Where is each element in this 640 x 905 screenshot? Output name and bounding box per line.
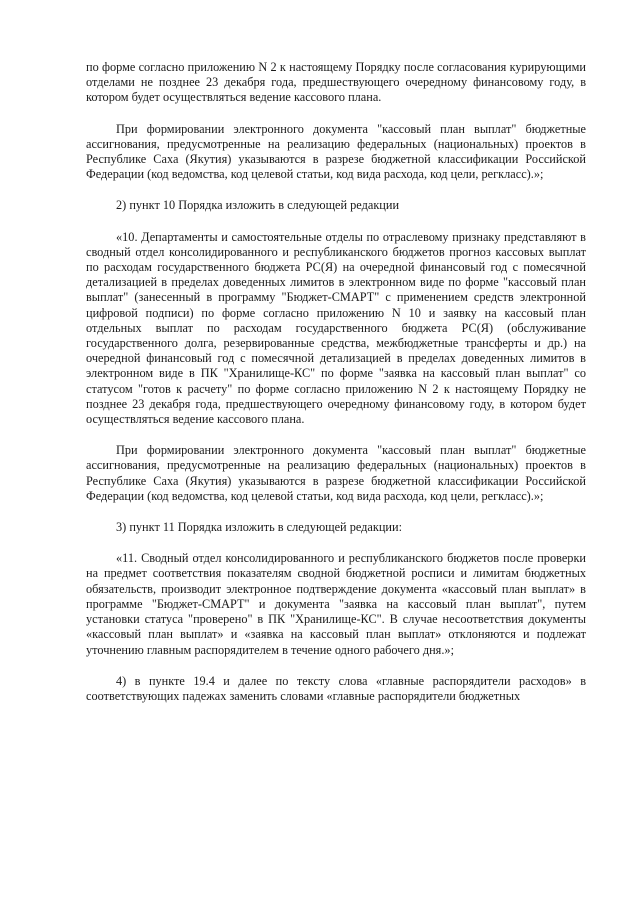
paragraph-federal-projects-note: При формировании электронного документа "кассовый план выплат" бюджетные ассигнования, предусмотренные на реализацию федеральных (национальных) проектов в Республике Саха (Якутия) указываются в разрезе бюджетной классификации Российской Федерации (код ведомства, код целевой статьи, код вида расхода, код цели, регкласс).»;	[86, 121, 586, 182]
paragraph-item-3-heading: 3) пункт 11 Порядка изложить в следующей редакции:	[116, 520, 402, 535]
paragraph-clause-10: «10. Департаменты и самостоятельные отделы по отраслевому признаку представляют в сводный отдел консолидированного и республиканского бюджетов прогноз кассовых выплат по расходам государственного бюджета РС(Я) на очередной финансовый год с помесячной детализацией в пределах доведенных лимитов в электронном виде по форме "кассовый план выплат" (занесенный в программу "Бюджет-СМАРТ" с применением средств электронной цифровой подписи) по форме согласно приложению N 10 и заявку на кассовый план отдельных выплат по расходам государственного бюджета РС(Я) (обслуживание государственного долга, резервированные средства, межбюджетные трансферты и др.) на очередной финансовый год с помесячной детализацией в пределах доведенных лимитов в электронном виде в ПК "Хранилище-КС" по форме "заявка на кассовый план выплат" со статусом "готов к расчету" по форме согласно приложению N 2 к настоящему Порядку не позднее 23 декабря года, предшествующего очередному финансовому году, в котором будет осуществляться ведение кассового плана.	[86, 229, 586, 427]
paragraph-federal-projects-note-2: При формировании электронного документа "кассовый план выплат" бюджетные ассигнования, предусмотренные на реализацию федеральных (национальных) проектов в Республике Саха (Якутия) указываются в разрезе бюджетной классификации Российской Федерации (код ведомства, код целевой статьи, код вида расхода, код цели, регкласс).»;	[86, 443, 586, 503]
paragraph-continuation: по форме согласно приложению N 2 к настоящему Порядку после согласования курирующими отделами не позднее 23 декабря года, предшествующего очередному финансовому году, в котором будет осуществляться ведение кассового плана.	[86, 60, 586, 105]
paragraph-item-4: 4) в пункте 19.4 и далее по тексту слова «главные распорядители расходов» в соответствующих падежах заменить словами «главные распорядители бюджетных	[86, 673, 586, 703]
paragraph-clause-11: «11. Сводный отдел консолидированного и республиканского бюджетов после проверки на предмет соответствия показателям сводной бюджетной росписи и лимитам бюджетных обязательств, производит электронное подтверждение документа «кассовый план выплат» в программе "Бюджет-СМАРТ" и документа "заявка на кассовый план выплат", путем установки статуса "проверено" в ПК "Хранилище-КС". В случае несоответствия документы «кассовый план выплат» и «заявка на кассовый план выплат» отклоняются и подлежат уточнению главным распорядителем в течение одного рабочего дня.»;	[86, 551, 586, 657]
paragraph-item-2-heading: 2) пункт 10 Порядка изложить в следующей редакции	[116, 198, 400, 213]
document-page	[86, 60, 586, 704]
